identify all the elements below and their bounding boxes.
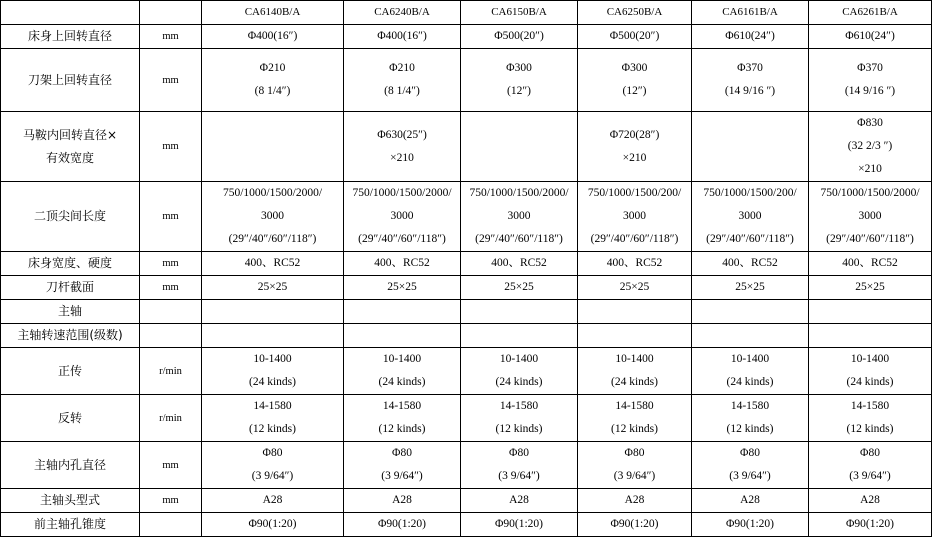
value-cell-line: Φ210 [389, 62, 415, 74]
value-cell [461, 252, 578, 276]
value-cell [578, 395, 692, 442]
value-cell-line: Φ80 [262, 447, 283, 459]
value-cell-line: 25×25 [504, 281, 534, 293]
value-cell [692, 49, 809, 112]
value-cell-line: (8 1/4″) [384, 85, 420, 97]
value-cell-line: (29″/40″/60″/118″) [358, 233, 446, 245]
value-cell-line: 3000 [261, 210, 284, 222]
value-cell-line: Φ300 [621, 62, 648, 74]
value-cell-line: 750/1000/1500/200/ [703, 187, 797, 199]
value-cell-line: 3000 [623, 210, 646, 222]
value-cell-line: (12 kinds) [611, 423, 658, 435]
value-cell [809, 324, 932, 348]
value-cell-line: (24 kinds) [846, 376, 894, 388]
value-cell [692, 513, 809, 537]
value-cell [578, 276, 692, 300]
value-cell-line: 14-1580 [850, 400, 890, 412]
value-cell [809, 348, 932, 395]
table-row [1, 49, 932, 112]
value-cell [692, 252, 809, 276]
value-cell [344, 513, 461, 537]
value-cell-line: 10-1400 [253, 353, 292, 365]
value-cell-line: 750/1000/1500/2000/ [820, 187, 920, 199]
value-cell [578, 513, 692, 537]
value-cell-line: 750/1000/1500/2000/ [352, 187, 452, 199]
value-cell [461, 300, 578, 324]
value-cell [202, 442, 344, 489]
value-cell [461, 489, 578, 513]
row-label [1, 49, 140, 112]
value-cell-line: 14-1580 [253, 400, 292, 412]
value-cell-line: Φ500(20″) [609, 30, 660, 42]
value-cell [344, 276, 461, 300]
value-cell [578, 300, 692, 324]
value-cell-line: 10-1400 [730, 353, 770, 365]
value-cell-line: 14-1580 [499, 400, 539, 412]
table-row [1, 300, 932, 324]
value-cell [809, 252, 932, 276]
unit-cell: r/min [140, 348, 202, 395]
value-cell [202, 300, 344, 324]
value-cell-line: Φ80 [740, 447, 760, 459]
value-cell-line: Φ90(1:20) [377, 518, 426, 530]
row-label [1, 276, 140, 300]
row-label-line: 二顶尖间长度 [33, 209, 106, 223]
row-label-line: 主轴头型式 [39, 493, 100, 507]
value-cell-line: (29″/40″/60″/118″) [826, 233, 914, 245]
value-cell-line: Φ500(20″) [494, 30, 544, 42]
value-cell-line: Φ80 [624, 447, 645, 459]
table-row [1, 442, 932, 489]
value-cell [461, 276, 578, 300]
unit-cell: mm [140, 25, 202, 49]
value-cell [809, 513, 932, 537]
row-label [1, 395, 140, 442]
value-cell [809, 112, 932, 182]
value-cell-line: 25×25 [855, 281, 885, 293]
value-cell-line: A28 [624, 494, 645, 506]
value-cell [578, 442, 692, 489]
row-label [1, 252, 140, 276]
row-label-line: 主轴内孔直径 [33, 457, 106, 472]
value-cell-line: Φ370 [857, 62, 883, 74]
value-cell-line: 14-1580 [730, 400, 770, 412]
value-cell-line: A28 [262, 494, 283, 506]
value-cell [692, 182, 809, 252]
value-cell-line: 10-1400 [382, 353, 422, 365]
value-cell-line: A28 [860, 494, 880, 506]
value-cell [692, 25, 809, 49]
value-cell [344, 395, 461, 442]
value-cell-line: Φ90(1:20) [610, 518, 659, 530]
value-cell-line: Φ90(1:20) [725, 518, 774, 530]
row-label [1, 324, 140, 348]
row-label [1, 300, 140, 324]
value-cell [344, 25, 461, 49]
value-cell [809, 25, 932, 49]
value-cell-line: A28 [509, 494, 529, 506]
unit-cell: mm [140, 252, 202, 276]
value-cell-line: A28 [740, 494, 760, 506]
value-cell-line: 750/1000/1500/200/ [587, 187, 682, 199]
row-label-line: 反转 [57, 410, 82, 425]
value-cell-line: Φ80 [509, 447, 529, 459]
value-cell-line: Φ80 [860, 447, 880, 459]
value-cell [344, 324, 461, 348]
row-label-line: 床身宽度、硬度 [27, 256, 112, 270]
value-cell-line: Φ610(24″) [725, 30, 775, 42]
value-cell-line: (8 1/4″) [254, 85, 291, 97]
value-cell [461, 442, 578, 489]
value-cell [692, 112, 809, 182]
model-header: CA6250B/A [578, 1, 692, 25]
value-cell [461, 49, 578, 112]
row-label-line: 刀杆截面 [45, 280, 94, 294]
value-cell-line: 3000 [390, 210, 414, 222]
value-cell-line: 25×25 [387, 281, 417, 293]
value-cell [809, 49, 932, 112]
table-row [1, 324, 932, 348]
value-cell [809, 395, 932, 442]
value-cell-line: (24 kinds) [249, 376, 296, 388]
value-cell-line: 25×25 [257, 281, 288, 293]
spec-table-body [1, 1, 932, 537]
value-cell [344, 442, 461, 489]
value-cell [578, 49, 692, 112]
value-cell-line: ×210 [622, 151, 647, 164]
table-row [1, 252, 932, 276]
row-label-line: 马鞍内回转直径× [22, 127, 118, 142]
value-cell [202, 513, 344, 537]
value-cell [692, 395, 809, 442]
value-cell [578, 182, 692, 252]
value-cell [578, 348, 692, 395]
model-header: CA6240B/A [344, 1, 461, 25]
value-cell-line: 400、RC52 [374, 257, 430, 269]
unit-cell: mm [140, 276, 202, 300]
value-cell [578, 324, 692, 348]
model-header: CA6140B/A [202, 1, 344, 25]
value-cell [461, 25, 578, 49]
value-cell [202, 49, 344, 112]
unit-cell [140, 324, 202, 348]
value-cell [461, 182, 578, 252]
value-cell-line: (12 kinds) [249, 423, 296, 435]
unit-cell: mm [140, 442, 202, 489]
row-label [1, 489, 140, 513]
value-cell-line: (3 9/64″) [613, 470, 656, 482]
value-cell-line: (29″/40″/60″/118″) [475, 233, 563, 245]
value-cell-line: Φ400(16″) [247, 30, 298, 42]
unit-cell: mm [140, 49, 202, 112]
value-cell-line: (3 9/64″) [729, 470, 771, 482]
value-cell [692, 442, 809, 489]
value-cell [809, 300, 932, 324]
value-cell-line: (14 9/16 ″) [724, 85, 776, 97]
table-row [1, 25, 932, 49]
value-cell [202, 348, 344, 395]
unit-cell [140, 300, 202, 324]
value-cell-line: Φ630(25″) [377, 128, 427, 141]
value-cell-line: 400、RC52 [722, 257, 778, 269]
value-cell-line: 14-1580 [382, 400, 422, 412]
value-cell-line: 400、RC52 [244, 257, 301, 269]
value-cell [202, 182, 344, 252]
value-cell [461, 324, 578, 348]
table-row [1, 513, 932, 537]
row-label [1, 442, 140, 489]
value-cell-line: 10-1400 [850, 353, 890, 365]
value-cell-line: (24 kinds) [726, 376, 774, 388]
value-cell [461, 112, 578, 182]
header-row [1, 1, 932, 25]
value-cell [578, 252, 692, 276]
row-label-line: 主轴 [57, 304, 82, 318]
table-row [1, 112, 932, 182]
value-cell-line: 25×25 [619, 281, 650, 293]
value-cell-line: 400、RC52 [606, 257, 663, 269]
value-cell-line: (12 kinds) [726, 423, 774, 435]
value-cell-line: (29″/40″/60″/118″) [706, 233, 794, 245]
value-cell [578, 112, 692, 182]
value-cell [578, 25, 692, 49]
value-cell [809, 182, 932, 252]
value-cell [202, 395, 344, 442]
value-cell [202, 252, 344, 276]
value-cell-line: (29″/40″/60″/118″) [228, 233, 317, 245]
value-cell [809, 489, 932, 513]
value-cell-line: Φ210 [259, 62, 286, 74]
value-cell-line: 25×25 [735, 281, 765, 293]
value-cell-line: Φ400(16″) [377, 30, 427, 42]
value-cell-line: Φ90(1:20) [494, 518, 543, 530]
value-cell-line: (24 kinds) [495, 376, 543, 388]
header-unit-cell [140, 1, 202, 25]
unit-cell: mm [140, 112, 202, 182]
value-cell-line: 3000 [738, 210, 762, 222]
value-cell-line: Φ370 [737, 62, 763, 74]
value-cell-line: 400、RC52 [491, 257, 547, 269]
value-cell [692, 348, 809, 395]
value-cell-line: (3 9/64″) [251, 470, 294, 482]
value-cell-line: 750/1000/1500/2000/ [222, 187, 323, 199]
model-header: CA6261B/A [809, 1, 932, 25]
value-cell [344, 489, 461, 513]
unit-cell: mm [140, 182, 202, 252]
value-cell-line: Φ90(1:20) [248, 518, 297, 530]
value-cell-line: (14 9/16 ″) [844, 85, 896, 97]
value-cell [202, 276, 344, 300]
value-cell [692, 324, 809, 348]
value-cell [344, 182, 461, 252]
row-label-line: 刀架上回转直径 [27, 72, 112, 87]
row-label [1, 25, 140, 49]
table-row [1, 276, 932, 300]
value-cell-line: 3000 [507, 210, 531, 222]
value-cell-line: 400、RC52 [842, 257, 898, 269]
value-cell-line: 3000 [858, 210, 882, 222]
value-cell-line: ×210 [858, 163, 882, 175]
value-cell-line: (3 9/64″) [381, 470, 423, 482]
value-cell-line: (24 kinds) [611, 376, 658, 388]
value-cell [344, 49, 461, 112]
model-header: CA6150B/A [461, 1, 578, 25]
value-cell [692, 300, 809, 324]
value-cell [461, 348, 578, 395]
value-cell [202, 25, 344, 49]
row-label-line: 有效宽度 [45, 150, 94, 165]
value-cell-line: 10-1400 [615, 353, 654, 365]
table-row [1, 489, 932, 513]
value-cell [809, 276, 932, 300]
value-cell [344, 300, 461, 324]
value-cell-line: (12 kinds) [378, 423, 426, 435]
row-label-line: 前主轴孔锥度 [33, 517, 106, 531]
value-cell [202, 324, 344, 348]
value-cell [692, 276, 809, 300]
table-row [1, 182, 932, 252]
value-cell-line: Φ80 [392, 447, 412, 459]
value-cell-line: ×210 [390, 151, 414, 164]
value-cell-line: Φ830 [857, 117, 883, 129]
row-label-line: 床身上回转直径 [27, 29, 112, 43]
value-cell [344, 112, 461, 182]
unit-cell [140, 513, 202, 537]
value-cell-line: Φ610(24″) [845, 30, 895, 42]
value-cell-line: (12″) [507, 85, 531, 97]
value-cell-line: (29″/40″/60″/118″) [590, 233, 679, 245]
header-label-cell [1, 1, 140, 25]
value-cell-line: Φ300 [506, 62, 532, 74]
value-cell-line: 750/1000/1500/2000/ [469, 187, 569, 199]
value-cell-line: A28 [392, 494, 412, 506]
row-label [1, 112, 140, 182]
value-cell-line: (3 9/64″) [498, 470, 540, 482]
row-label [1, 348, 140, 395]
table-row [1, 395, 932, 442]
value-cell [202, 489, 344, 513]
value-cell-line: 14-1580 [615, 400, 654, 412]
row-label-line: 主轴转速范围(级数) [17, 328, 123, 342]
value-cell-line: 10-1400 [499, 353, 539, 365]
value-cell [692, 489, 809, 513]
value-cell-line: (12 kinds) [495, 423, 543, 435]
unit-cell: mm [140, 489, 202, 513]
value-cell [578, 489, 692, 513]
value-cell [202, 112, 344, 182]
value-cell [809, 442, 932, 489]
unit-cell: r/min [140, 395, 202, 442]
value-cell-line: (3 9/64″) [849, 470, 891, 482]
value-cell [461, 395, 578, 442]
value-cell [344, 348, 461, 395]
value-cell-line: (24 kinds) [378, 376, 426, 388]
value-cell-line: Φ720(28″) [609, 128, 660, 141]
value-cell-line: (12 kinds) [846, 423, 894, 435]
model-header: CA6161B/A [692, 1, 809, 25]
value-cell-line: Φ90(1:20) [845, 518, 894, 530]
value-cell [461, 513, 578, 537]
value-cell [344, 252, 461, 276]
row-label-line: 正传 [57, 363, 82, 378]
table-row [1, 348, 932, 395]
row-label [1, 513, 140, 537]
value-cell-line: (32 2/3 ″) [847, 140, 893, 152]
row-label [1, 182, 140, 252]
value-cell-line: (12″) [622, 85, 647, 97]
